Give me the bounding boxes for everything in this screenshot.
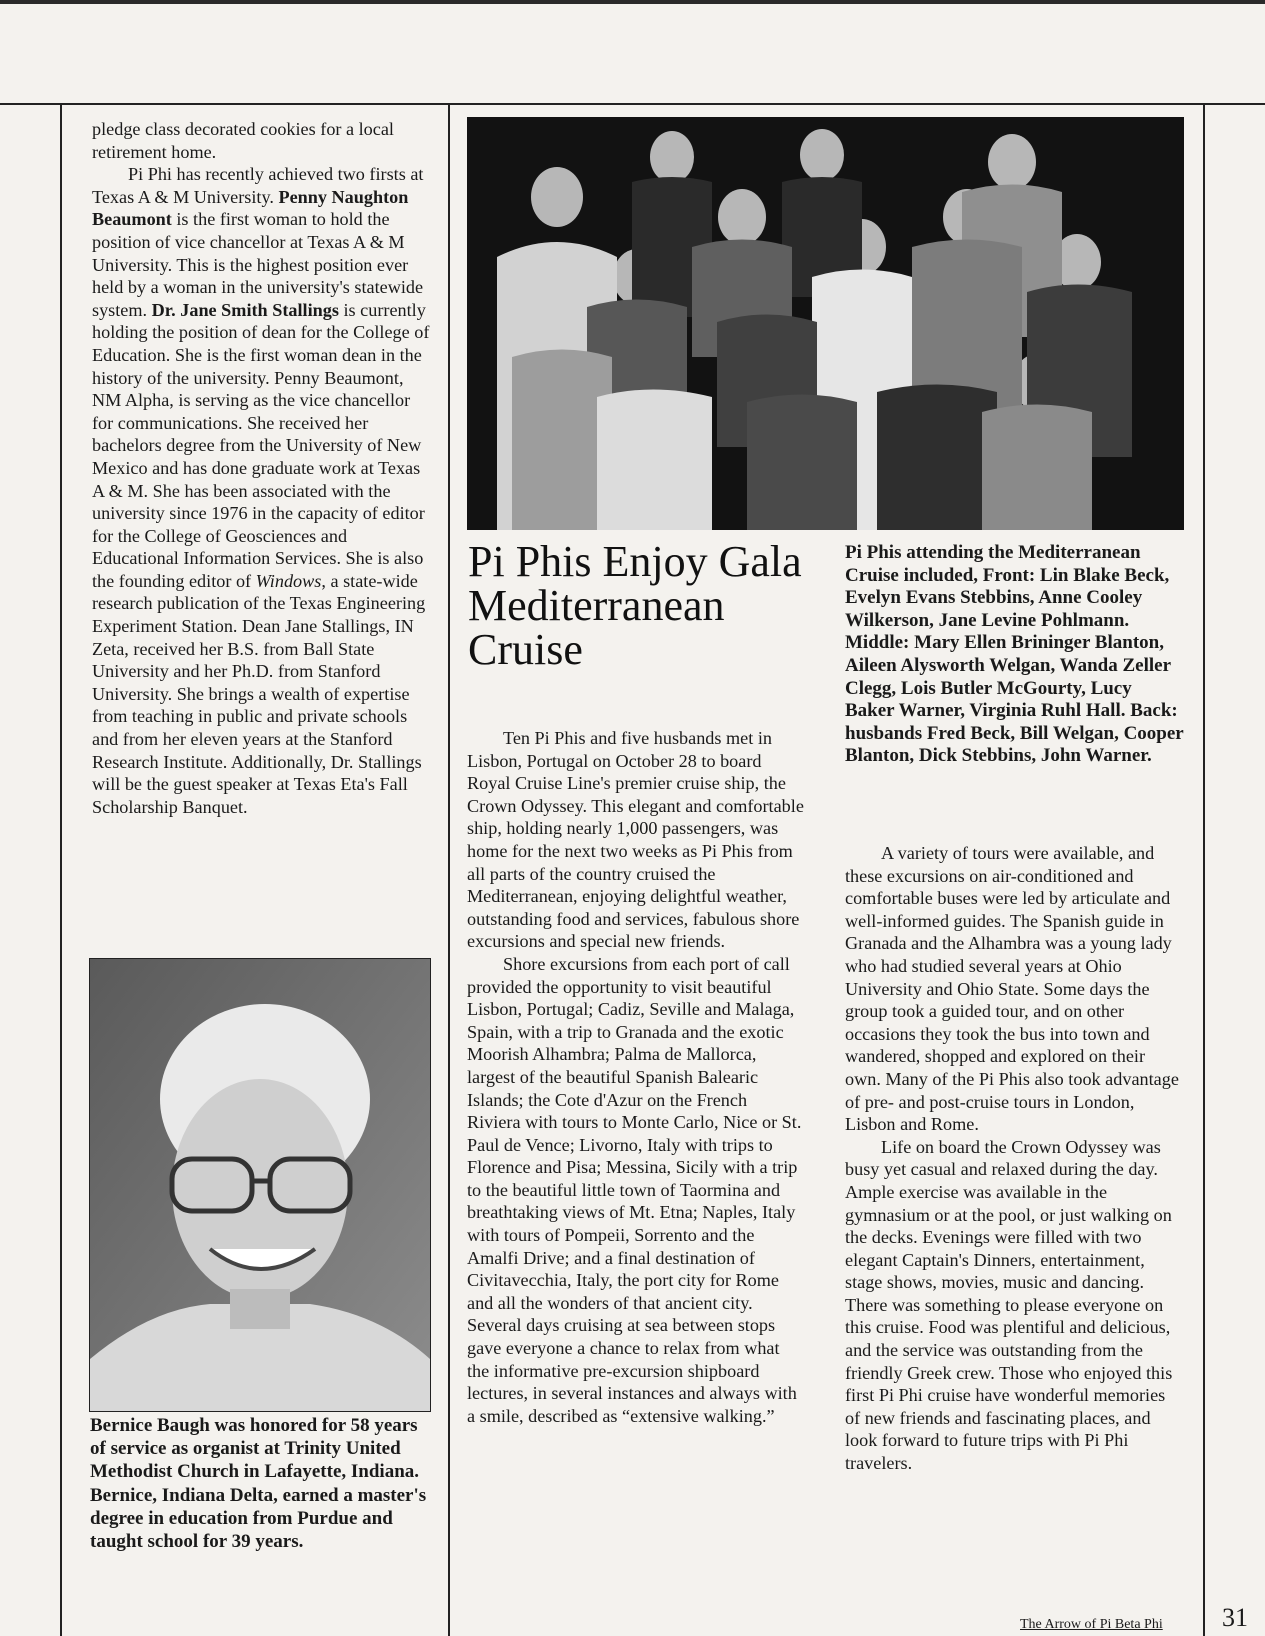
column-3-text <box>845 842 1183 1475</box>
paragraph-text: is currently holding the position of dean for the College of Education. She is the first woman dean in the history of the university. Penny Beaumont, NM Alpha, is serving as the vice chancellor for communications. She received her bachelors degree from the University of New Mexico and has done graduate work at Texas A & M. She has been associated with the university since 1976 in the capacity of editor for the College of Geosciences and Educational Information Services. She is also the founding editor of <box>92 299 430 591</box>
portrait-caption: Bernice Baugh was honored for 58 years of service as organist at Trinity United Methodist Church in Lafayette, Indiana. Bernice, Indiana Delta, earned a master's degree in education from Purdue and taught school for 39 years. <box>90 1415 427 1553</box>
column-2-text <box>467 727 805 1427</box>
article-headline: Pi Phis Enjoy Gala Mediterranean Cruise <box>468 537 802 674</box>
header-rule <box>0 103 1265 105</box>
paragraph-text: , a state-wide research publication of the Texas Engineering Experiment Station. Dean Jane Stallings, IN Zeta, received her B.S. from Ball State University and her Ph.D. from Stanford University. She brings a wealth of expertise from teaching in public and private schools and from her eleven years at the Stanford Research Institute. Additionally, Dr. Stallings will be the guest speaker at Texas Eta's Fall Scholarship Banquet. <box>92 570 426 817</box>
paragraph: Ten Pi Phis and five husbands met in Lisbon, Portugal on October 28 to board Royal Cruise Line's premier cruise ship, the Crown Odyssey. This elegant and comfortable ship, holding nearly 1,000 passengers, was home for the next two weeks as Pi Phis from all parts of the country cruised the Mediterranean, enjoying delightful weather, outstanding food and services, fabulous shore excursions and special new friends. <box>467 728 804 952</box>
group-photo-caption: Pi Phis attending the Mediterranean Cruise included, Front: Lin Blake Beck, Evelyn Evans Stebbins, Anne Cooley Wilkerson, Jane Levine Pohlmann. Middle: Mary Ellen Brininger Blanton, Aileen Alysworth Welgan, Wanda Zeller Clegg, Lois Butler McGourty, Lucy Baker Warner, Virginia Ruhl Hall. Back: husbands Fred Beck, Bill Welgan, Cooper Blanton, Dick Stebbins, John Warner. <box>845 542 1184 767</box>
right-column-rule <box>1203 104 1205 1636</box>
paragraph: pledge class decorated cookies for a local retirement home. <box>92 119 394 162</box>
person-name: Dr. Jane Smith Stallings <box>151 299 339 320</box>
publication-title: The Arrow of Pi Beta Phi <box>1020 1617 1163 1632</box>
paragraph: Life on board the Crown Odyssey was busy yet casual and relaxed during the day. Ample exercise was available in the gymnasium or at the pool, or just walking on the decks. Evenings were filled with two elegant Captain's Dinners, entertainment, stage shows, movies, music and dancing. There was something to please everyone on this cruise. Food was plentiful and delicious, and the service was outstanding from the friendly Greek crew. Those who enjoyed this first Pi Phi cruise have wonderful memories of new friends and fascinating places, and look forward to future trips with Pi Phi travelers. <box>845 1136 1173 1474</box>
person-name: Penny Naughton Beaumont <box>92 186 409 230</box>
left-column-rule <box>60 104 62 1636</box>
group-photo <box>467 117 1184 530</box>
paragraph-text: is the first woman to hold the position of vice chancellor at Texas A & M University. This is the highest position ever held by a woman in the university's statewide system. <box>92 209 424 320</box>
paragraph: A variety of tours were available, and these excursions on air-conditioned and comfortable buses were led by articulate and well-informed guides. The Spanish guide in Granada and the Alhambra was a young lady who had studied several years at Ohio University and Ohio State. Some days the group took a guided tour, and on other occasions they took the bus into town and wandered, shopped and explored on their own. Many of the Pi Phis also took advantage of pre- and post-cruise tours in London, Lisbon and Rome. <box>845 843 1179 1135</box>
publication-title: Windows <box>255 570 322 591</box>
page-number: 31 <box>1222 1603 1248 1632</box>
paragraph <box>92 163 432 818</box>
paragraph: Shore excursions from each port of call provided the opportunity to visit beautiful Lisbon, Portugal; Cadiz, Seville and Malaga, Spain, with a trip to Granada and the exotic Moorish Alhambra; Palma de Mallorca, largest of the beautiful Spanish Balearic Islands; the Cote d'Azur on the French Riviera with tours to Monte Carlo, Nice or St. Paul de Vence; Livorno, Italy with trips to Florence and Pisa; Messina, Sicily with a trip to the beautiful little town of Taormina and breathtaking views of Mt. Etna; Naples, Italy with tours of Pompeii, Sorrento and the Amalfi Drive; and a final destination of Civitavecchia, Italy, the port city for Rome and all the wonders of that ancient city. Several days cruising at sea between stops gave everyone a chance to relax from what the informative pre-excursion shipboard lectures, in several instances and always with a smile, described as “extensive walking.” <box>467 953 802 1426</box>
paragraph-text: Pi Phi has recently achieved two firsts at Texas A & M University. <box>92 164 424 207</box>
portrait-photo <box>89 958 431 1412</box>
column-1-text <box>92 118 432 818</box>
top-border <box>0 0 1265 4</box>
center-column-rule <box>448 104 450 1636</box>
